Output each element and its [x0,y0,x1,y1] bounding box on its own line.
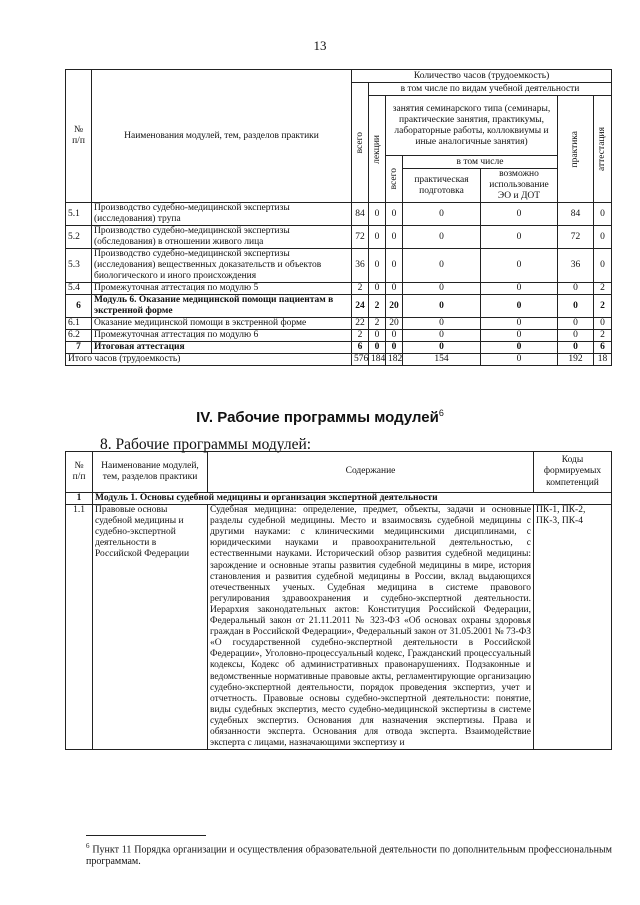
hours-cell-lect: 0 [369,226,386,249]
hours-row [66,249,612,283]
prog-hdr-num: № п/п [66,452,93,493]
module-title: Модуль 1. Основы судебной медицины и организация экспертной деятельности [93,493,612,505]
hours-cell-pr: 0 [558,283,594,295]
hdr-seminar: занятия семинарского типа (семинары, практические занятия, практикумы, лабораторные работы, коллоквиумы и иные аналогичные занятия) [386,96,558,156]
hours-cell-att: 2 [594,330,612,342]
hours-cell-total: 36 [352,249,369,283]
hours-cell-att: 0 [594,249,612,283]
hours-cell-name: Модуль 6. Оказание медицинской помощи пациентам в экстренной форме [92,295,352,318]
hours-cell-lect: 0 [369,203,386,226]
hours-cell-eo: 0 [481,318,558,330]
hdr-name: Наименования модулей, тем, разделов практики [92,70,352,203]
total-cell: 192 [558,354,594,366]
hdr-eo-dot: возможно использование ЭО и ДОТ [481,169,558,203]
hours-cell-name: Промежуточная аттестация по модулю 6 [92,330,352,342]
hours-cell-name: Производство судебно-медицинской экспертизы (исследования) вещественных доказательств и объектов биологического и иного происхождения [92,249,352,283]
hours-cell-eo: 0 [481,295,558,318]
hours-cell-num: 6.1 [66,318,92,330]
hours-cell-total: 24 [352,295,369,318]
hours-cell-num: 5.1 [66,203,92,226]
hours-row [66,342,612,354]
prog-hdr-codes: Коды формируемых компетенций [534,452,612,493]
hours-cell-lect: 0 [369,249,386,283]
hours-cell-pr: 0 [558,330,594,342]
hours-cell-pr: 36 [558,249,594,283]
hours-cell-total: 84 [352,203,369,226]
hdr-prakt-podg: практическая подготовка [403,169,481,203]
hdr-vsego: всего [352,83,369,203]
hours-cell-num: 5.2 [66,226,92,249]
hours-cell-num: 5.4 [66,283,92,295]
hours-cell-sem: 0 [386,283,403,295]
hours-cell-pp: 0 [403,226,481,249]
total-cell: 154 [403,354,481,366]
section-heading: IV. Рабочие программы модулей$^6$ [196,408,444,426]
hours-cell-pr: 0 [558,342,594,354]
hdr-sem-vsego: всего [386,156,403,203]
hours-cell-name: Промежуточная аттестация по модулю 5 [92,283,352,295]
hdr-practice: практика [558,96,594,203]
hours-cell-total: 22 [352,318,369,330]
module-num: 1 [66,493,93,505]
hours-cell-num: 6 [66,295,92,318]
subheading: 8. Рабочие программы модулей: [100,436,312,453]
program-table [65,451,612,750]
hours-cell-att: 0 [594,318,612,330]
total-cell: 182 [386,354,403,366]
hours-cell-eo: 0 [481,342,558,354]
hours-cell-pr: 0 [558,318,594,330]
hours-cell-num: 6.2 [66,330,92,342]
hours-row [66,330,612,342]
hours-row [66,295,612,318]
hours-cell-att: 2 [594,283,612,295]
prog-hdr-content: Содержание [208,452,534,493]
hdr-hours-total: Количество часов (трудоемкость) [352,70,612,83]
topic-codes: ПК-1, ПК-2, ПК-3, ПК-4 [534,505,612,750]
hours-cell-sem: 0 [386,249,403,283]
hours-cell-pp: 0 [403,295,481,318]
hours-cell-pp: 0 [403,203,481,226]
footnote-ref: 6 [438,408,444,418]
hours-cell-lect: 2 [369,318,386,330]
hours-cell-sem: 20 [386,318,403,330]
hdr-lectures: лекции [369,96,386,203]
hours-row [66,283,612,295]
hours-cell-name: Производство судебно-медицинской экспертизы (исследования) трупа [92,203,352,226]
hours-cell-lect: 0 [369,342,386,354]
hours-cell-pr: 0 [558,295,594,318]
hours-cell-name: Производство судебно-медицинской экспертизы (обследования) в отношении живого лица [92,226,352,249]
hdr-attestation: аттестация [594,96,612,203]
hours-cell-pr: 72 [558,226,594,249]
topic-content: Судебная медицина: определение, предмет, объекты, задачи и основные разделы судебной медицины. Место и взаимосвязь судебной медицины с другими науками: с клиническими медицинскими дисциплинами, с юридическими науками и правоохранительной деятельностью, с естественными науками. Исторический обзор развития судебной медицины: зарождение и основные этапы развития судебной медицины в мире, история становления и развития судебной медицины в России, вклад выдающихся отечественных ученых. Судебная медицина в системе правового регулирования здравоохранения и судебно-экспертной деятельности. Иерархия законодательных актов: Конституция Российской Федерации, Федеральный закон от 21.11.2011 № 323-ФЗ «Об основах охраны здоровья граждан в Российской Федерации», Федеральный закон от 31.05.2001 № 73-ФЗ «О государственной судебно-экспертной деятельности в Российской Федерации», Уголовно-процессуальный кодекс, Гражданский процессуальный кодексы, Кодекс об административных правонарушениях. Подзаконные и ведомственные нормативные правовые акты, регламентирующие организацию судебно-экспертной деятельности, порядок проведения экспертиз, учет и отчетность. Правовые основы судебно-экспертной деятельности: понятие, виды судебных экспертиз, место судебно-медицинской экспертизы в системе судебных экспертиз. Основания для назначения экспертизы. Права и обязанности эксперта. Основания для отвода эксперта. Взаимодействие эксперта с лицами, назначающими экспертизу и [208,505,534,750]
footnote: $^6$ Пункт 11 Порядка организации и осуществления образовательной деятельности по дополнительным профессиональным программам. [86,842,612,868]
hours-cell-sem: 0 [386,330,403,342]
hours-cell-pp: 0 [403,283,481,295]
hours-cell-pp: 0 [403,342,481,354]
topic-name: Правовые основы судебной медицины и судебно-экспертной деятельности в Российской Федерации [93,505,208,750]
total-cell: 576 [352,354,369,366]
hdr-num: № п/п [66,70,92,203]
page-number: 13 [313,38,327,53]
hours-row [66,318,612,330]
hours-cell-total: 72 [352,226,369,249]
hours-cell-pp: 0 [403,330,481,342]
hours-cell-pr: 84 [558,203,594,226]
hours-cell-eo: 0 [481,330,558,342]
hours-cell-eo: 0 [481,283,558,295]
total-cell: 18 [594,354,612,366]
hours-cell-num: 5.3 [66,249,92,283]
hours-cell-name: Итоговая аттестация [92,342,352,354]
hours-cell-eo: 0 [481,203,558,226]
hours-cell-lect: 0 [369,330,386,342]
hdr-incl: в том числе [403,156,558,169]
hours-table [65,69,612,366]
total-cell: 0 [481,354,558,366]
prog-hdr-name: Наименование модулей, тем, разделов практики [93,452,208,493]
hours-cell-pp: 0 [403,318,481,330]
hours-cell-total: 2 [352,283,369,295]
hours-cell-sem: 0 [386,342,403,354]
hours-cell-lect: 2 [369,295,386,318]
topic-num: 1.1 [66,505,93,750]
total-label: Итого часов (трудоемкость) [66,354,352,366]
hours-cell-num: 7 [66,342,92,354]
hours-cell-pp: 0 [403,249,481,283]
hours-cell-total: 6 [352,342,369,354]
hours-cell-sem: 0 [386,226,403,249]
footnote-divider [86,835,206,836]
hours-cell-sem: 0 [386,203,403,226]
hours-cell-att: 0 [594,226,612,249]
hours-cell-sem: 20 [386,295,403,318]
hours-cell-name: Оказание медицинской помощи в экстренной форме [92,318,352,330]
hours-cell-eo: 0 [481,249,558,283]
hours-cell-lect: 0 [369,283,386,295]
hours-cell-att: 0 [594,203,612,226]
hours-row [66,203,612,226]
hours-cell-att: 2 [594,295,612,318]
hours-cell-att: 6 [594,342,612,354]
hdr-by-type: в том числе по видам учебной деятельности [369,83,612,96]
hours-row [66,226,612,249]
hours-cell-total: 2 [352,330,369,342]
total-cell: 184 [369,354,386,366]
hours-cell-eo: 0 [481,226,558,249]
